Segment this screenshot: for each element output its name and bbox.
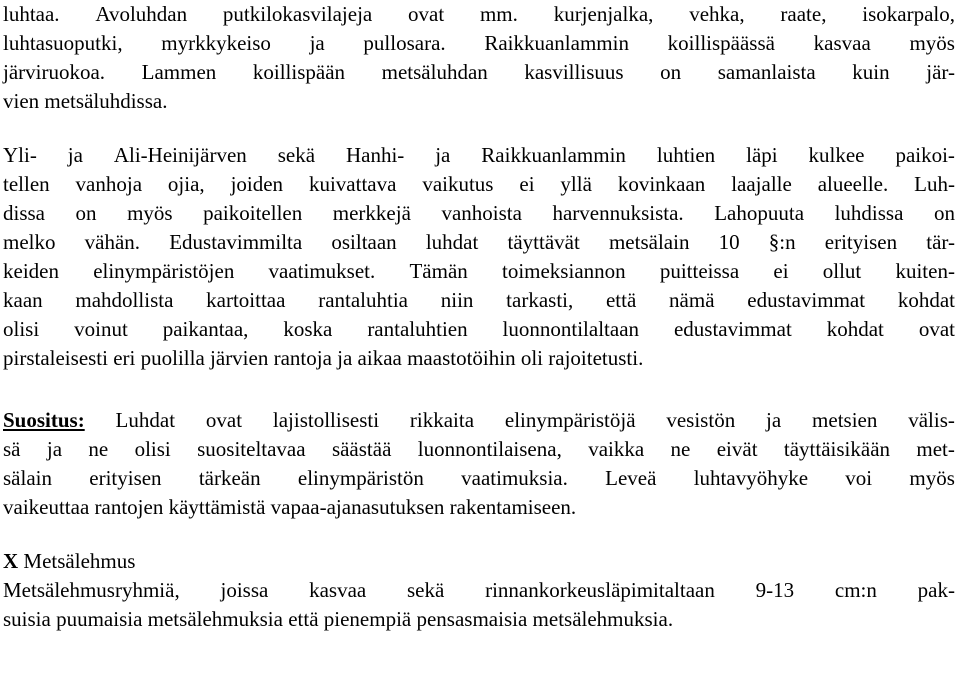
paragraph-line: järviruokoa. Lammen koillispään metsäluhdan kasvillisuus on samanlaista kuin jär- (3, 60, 955, 84)
paragraph-line: luhtaa. Avoluhdan putkilokasvilajeja ovat mm. kurjenjalka, vehka, raate, isokarpalo, (3, 2, 955, 26)
paragraph-line: pirstaleisesti eri puolilla järvien rantoja ja aikaa maastotöihin oli rajoitetusti. (3, 346, 644, 370)
paragraph-1 (3, 0, 955, 116)
section-heading (3, 547, 955, 576)
paragraph-2 (3, 141, 955, 373)
paragraph-line: keiden elinympäristöjen vaatimukset. Tämän toimeksiannon puitteissa ei ollut kuiten- (3, 259, 955, 283)
recommendation-first-line: Suositus: Luhdat ovat lajistollisesti rikkaita elinympäristöjä vesistön ja metsien välis- (3, 406, 955, 435)
paragraph-line: Yli- ja Ali-Heinijärven sekä Hanhi- ja Raikkuanlammin luhtien läpi kulkee paikoi- (3, 143, 955, 167)
paragraph-line: Metsälehmusryhmiä, joissa kasvaa sekä rinnankorkeusläpimitaltaan 9-13 cm:n pak- (3, 578, 955, 602)
paragraph-line: vien metsäluhdissa. (3, 89, 168, 113)
paragraph-line: dissa on myös paikoitellen merkkejä vanhoista harvennuksista. Lahopuuta luhdissa on (3, 201, 955, 225)
paragraph-4 (3, 576, 955, 634)
paragraph-line: sä ja ne olisi suositeltavaa säästää luonnontilaisena, vaikka ne eivät täyttäisikään met- (3, 437, 955, 461)
paragraph-line: suisia puumaisia metsälehmuksia että pienempiä pensasmaisia metsälehmuksia. (3, 607, 674, 631)
paragraph-line: luhtasuoputki, myrkkykeiso ja pullosara. Raikkuanlammin koillispäässä kasvaa myös (3, 31, 955, 55)
paragraph-line: melko vähän. Edustavimmilta osiltaan luhdat täyttävät metsälain 10 §:n erityisen tär- (3, 230, 955, 254)
paragraph-line: vaikeuttaa rantojen käyttämistä vapaa-ajanasutuksen rakentamiseen. (3, 495, 577, 519)
recommendation-paragraph (3, 406, 955, 522)
paragraph-line: kaan mahdollista kartoittaa rantaluhtia niin tarkasti, että nämä edustavimmat kohdat (3, 288, 955, 312)
section-heading-marker: X (3, 549, 19, 573)
document-page (3, 0, 955, 634)
paragraph-line: olisi voinut paikantaa, koska rantaluhtien luonnontilaltaan edustavimmat kohdat ovat (3, 317, 955, 341)
section-heading-text: Metsälehmus (18, 549, 136, 573)
paragraph-line: tellen vanhoja ojia, joiden kuivattava vaikutus ei yllä kovinkaan laajalle alueelle. Luh- (3, 172, 955, 196)
recommendation-label: Suositus: (3, 408, 85, 432)
paragraph-line: sälain erityisen tärkeän elinympäristön vaatimuksia. Leveä luhtavyöhyke voi myös (3, 466, 955, 490)
